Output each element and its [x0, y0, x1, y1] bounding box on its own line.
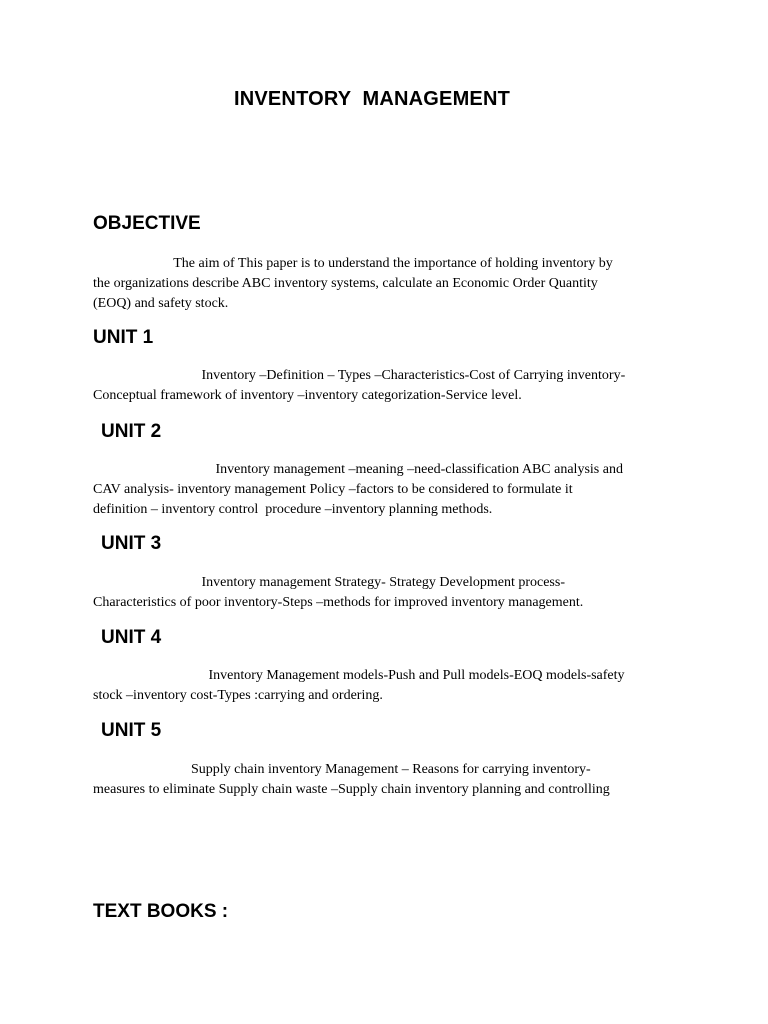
unit-1-heading: UNIT 1 [93, 327, 154, 348]
text-books-heading: TEXT BOOKS : [93, 901, 229, 922]
paragraph-line: Characteristics of poor inventory-Steps –methods for improved inventory management. [93, 595, 584, 610]
unit-5-heading: UNIT 5 [101, 720, 162, 741]
paragraph-line: Supply chain inventory Management – Reasons for carrying inventory- [93, 762, 591, 777]
paragraph-line: Conceptual framework of inventory –inventory categorization-Service level. [93, 388, 522, 403]
paragraph-line: CAV analysis- inventory management Policy –factors to be considered to formulate it [93, 482, 573, 497]
paragraph-line: definition – inventory control procedure –inventory planning methods. [93, 502, 493, 517]
unit-2-heading: UNIT 2 [101, 421, 162, 442]
paragraph-line: measures to eliminate Supply chain waste –Supply chain inventory planning and controlling [93, 782, 610, 797]
unit-4-heading: UNIT 4 [101, 627, 162, 648]
paragraph-line: Inventory management Strategy- Strategy Development process- [93, 575, 565, 590]
page-title: INVENTORY MANAGEMENT [233, 88, 511, 110]
objective-paragraph [93, 254, 683, 314]
paragraph-line: The aim of This paper is to understand the importance of holding inventory by [93, 256, 613, 271]
unit-4-paragraph [93, 666, 683, 706]
unit-1-paragraph [93, 366, 683, 406]
unit-2-paragraph [93, 460, 683, 520]
paragraph-line: Inventory –Definition – Types –Characteristics-Cost of Carrying inventory- [93, 368, 626, 383]
paragraph-line: the organizations describe ABC inventory systems, calculate an Economic Order Quantity [93, 276, 598, 291]
paragraph-line: Inventory Management models-Push and Pull models-EOQ models-safety [93, 668, 625, 683]
unit-3-heading: UNIT 3 [101, 533, 162, 554]
paragraph-line: stock –inventory cost-Types :carrying and ordering. [93, 688, 383, 703]
paragraph-line: (EOQ) and safety stock. [93, 296, 229, 311]
objective-heading: OBJECTIVE [93, 213, 201, 234]
unit-3-paragraph [93, 573, 683, 613]
paragraph-line: Inventory management –meaning –need-classification ABC analysis and [93, 462, 623, 477]
unit-5-paragraph [93, 760, 683, 800]
